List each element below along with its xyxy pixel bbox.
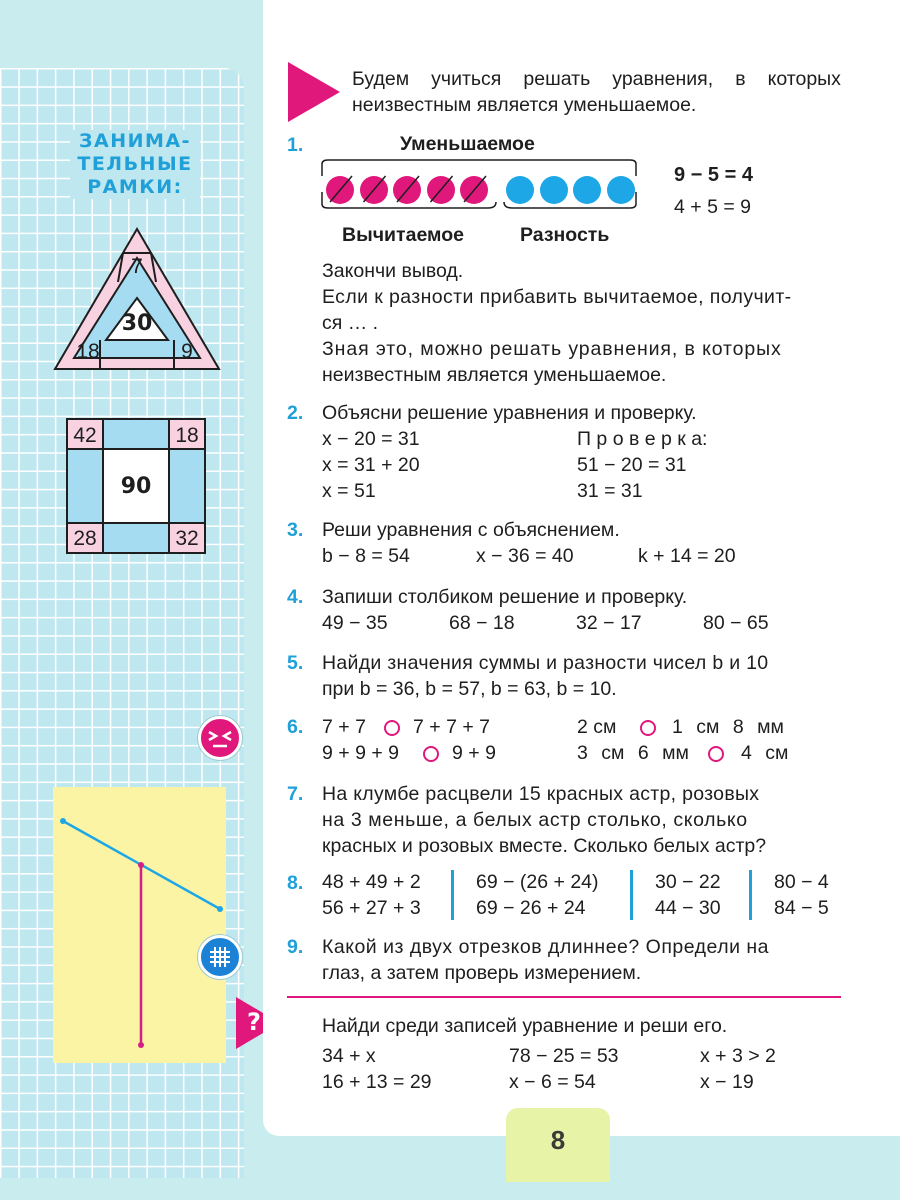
triangle-right-number: 9 xyxy=(181,340,193,363)
main-equation: 9 − 5 = 4 xyxy=(674,164,753,186)
task-4-item-3: 32 − 17 xyxy=(576,612,642,634)
column-divider xyxy=(451,870,454,920)
intro-word: учиться xyxy=(431,68,502,90)
task-3-item-3: k + 14 = 20 xyxy=(638,545,736,567)
intro-word: решать xyxy=(523,68,591,90)
task-2-text: Объясни решение уравнения и проверку. xyxy=(322,402,697,424)
grid-measure-icon xyxy=(198,935,242,979)
task-8-col-4-b: 84 − 5 xyxy=(774,897,829,919)
sidebar-title-line-3: РАМКИ: xyxy=(87,176,183,198)
task-2-right-1: 51 − 20 = 31 xyxy=(577,454,687,476)
subtrahend-label: Вычитаемое xyxy=(342,224,464,246)
task-8-col-3-a: 30 − 22 xyxy=(655,871,721,893)
task-9-number: 9. xyxy=(287,936,304,958)
task-4-item-1: 49 − 35 xyxy=(322,612,388,634)
bonus-text: Найди среди записей уравнение и реши его. xyxy=(322,1015,728,1037)
task-5-line-1: Найди значения суммы и разности чисел b и 10 xyxy=(322,652,769,674)
square-center-number: 90 xyxy=(120,474,152,499)
sidebar-title-line-2: ТЕЛЬНЫЕ xyxy=(77,153,193,175)
intro-word: которых xyxy=(767,68,841,90)
task-1-line-5: неизвестным является уменьшаемое. xyxy=(322,364,667,386)
task-2-check-label: П р о в е р к а: xyxy=(577,428,708,450)
segments-drawing xyxy=(53,787,226,1063)
task-6-row-1-d: 1 см 8 мм xyxy=(672,716,784,738)
task-6-row-1-c: 2 см xyxy=(577,716,617,738)
bonus-row-1-a: 34 + x xyxy=(322,1045,376,1067)
compare-circle xyxy=(384,719,400,738)
intro-word: в xyxy=(735,68,746,90)
task-2-left-2: x = 31 + 20 xyxy=(322,454,420,476)
difference-dot xyxy=(573,176,601,204)
task-6-number: 6. xyxy=(287,716,304,738)
task-4-item-4: 80 − 65 xyxy=(703,612,769,634)
compare-icon xyxy=(198,716,242,760)
bonus-row-2-b: x − 6 = 54 xyxy=(509,1071,596,1093)
task-3-item-2: x − 36 = 40 xyxy=(476,545,574,567)
grid-measure-icon-glyph xyxy=(201,938,239,976)
page-number: 8 xyxy=(550,1125,566,1155)
sidebar-title-line-1: ЗАНИМА- xyxy=(78,130,191,152)
task-8-col-3-b: 44 − 30 xyxy=(655,897,721,919)
compare-icon-glyph xyxy=(201,719,239,757)
task-1-line-4: Зная это, можно решать уравнения, в которых xyxy=(322,338,782,360)
task-2-number: 2. xyxy=(287,402,304,424)
column-divider xyxy=(749,870,752,920)
task-3-number: 3. xyxy=(287,519,304,541)
difference-dot xyxy=(607,176,635,204)
task-3-item-1: b − 8 = 54 xyxy=(322,545,410,567)
question-marker-text: ? xyxy=(247,1008,261,1036)
task-6-row-2-d: 4 см xyxy=(741,742,789,764)
task-8-col-2-a: 69 − (26 + 24) xyxy=(476,871,599,893)
task-1-line-1: Закончи вывод. xyxy=(322,260,464,282)
task-8-col-1-a: 48 + 49 + 2 xyxy=(322,871,421,893)
square-bottom-right-number: 32 xyxy=(175,527,199,550)
square-bottom-left-number: 28 xyxy=(73,527,97,550)
task-7-line-3: красных и розовых вместе. Сколько белых астр? xyxy=(322,835,767,857)
sidebar-title xyxy=(70,130,200,199)
task-6-row-2-c: 3 см 6 мм xyxy=(577,742,689,764)
task-2-left-1: x − 20 = 31 xyxy=(322,428,420,450)
task-2-right-2: 31 = 31 xyxy=(577,480,643,502)
task-8-col-4-a: 80 − 4 xyxy=(774,871,829,893)
task-5-line-2: при b = 36, b = 57, b = 63, b = 10. xyxy=(322,678,617,700)
segments-card xyxy=(53,787,226,1063)
task-8-col-2-b: 69 − 26 + 24 xyxy=(476,897,586,919)
compare-circle xyxy=(423,745,439,764)
intro-arrow-icon xyxy=(288,62,340,122)
check-equation: 4 + 5 = 9 xyxy=(674,196,751,218)
task-4-number: 4. xyxy=(287,586,304,608)
compare-circle xyxy=(640,719,656,738)
section-divider xyxy=(287,996,841,998)
task-7-line-2: на 3 меньше, а белых астр столько, сколько xyxy=(322,809,748,831)
task-6-row-2-a: 9 + 9 + 9 xyxy=(322,742,399,764)
bonus-row-2-c: x − 19 xyxy=(700,1071,754,1093)
intro-word: уравнения, xyxy=(612,68,714,90)
difference-label: Разность xyxy=(520,224,610,246)
bonus-row-1-c: x + 3 > 2 xyxy=(700,1045,776,1067)
square-top-right-number: 18 xyxy=(175,424,199,447)
triangle-top-number: 7 xyxy=(131,255,143,278)
intro-word: Будем xyxy=(352,68,410,90)
task-8-number: 8. xyxy=(287,872,304,894)
task-2-left-3: x = 51 xyxy=(322,480,376,502)
bonus-row-1-b: 78 − 25 = 53 xyxy=(509,1045,619,1067)
task-7-line-1: На клумбе расцвели 15 красных астр, розовых xyxy=(322,783,760,805)
task-4-item-2: 68 − 18 xyxy=(449,612,515,634)
bonus-row-2-a: 16 + 13 = 29 xyxy=(322,1071,432,1093)
task-1-number: 1. xyxy=(287,134,304,156)
triangle-left-number: 18 xyxy=(76,340,100,363)
task-6-row-2-b: 9 + 9 xyxy=(452,742,496,764)
crossed-out-marks xyxy=(326,172,496,208)
intro-line-2: неизвестным является уменьшаемое. xyxy=(352,94,697,116)
difference-dot xyxy=(540,176,568,204)
triangle-center-number: 30 xyxy=(121,311,153,336)
task-9-line-1: Какой из двух отрезков длиннее? Определи на xyxy=(322,936,770,958)
difference-dot xyxy=(506,176,534,204)
task-8-col-1-b: 56 + 27 + 3 xyxy=(322,897,421,919)
task-6-row-1-a: 7 + 7 xyxy=(322,716,366,738)
task-1-line-2: Если к разности прибавить вычитаемое, получит- xyxy=(322,286,792,308)
task-6-row-1-b: 7 + 7 + 7 xyxy=(413,716,490,738)
column-divider xyxy=(630,870,633,920)
minuend-label: Уменьшаемое xyxy=(400,133,535,155)
task-3-text: Реши уравнения с объяснением. xyxy=(322,519,620,541)
compare-circle xyxy=(708,745,724,764)
square-top-left-number: 42 xyxy=(73,424,97,447)
intro-line-1 xyxy=(352,66,841,92)
task-9-line-2: глаз, а затем проверь измерением. xyxy=(322,962,642,984)
task-4-text: Запиши столбиком решение и проверку. xyxy=(322,586,688,608)
task-5-number: 5. xyxy=(287,652,304,674)
task-7-number: 7. xyxy=(287,783,304,805)
task-1-line-3: ся … . xyxy=(322,312,379,334)
